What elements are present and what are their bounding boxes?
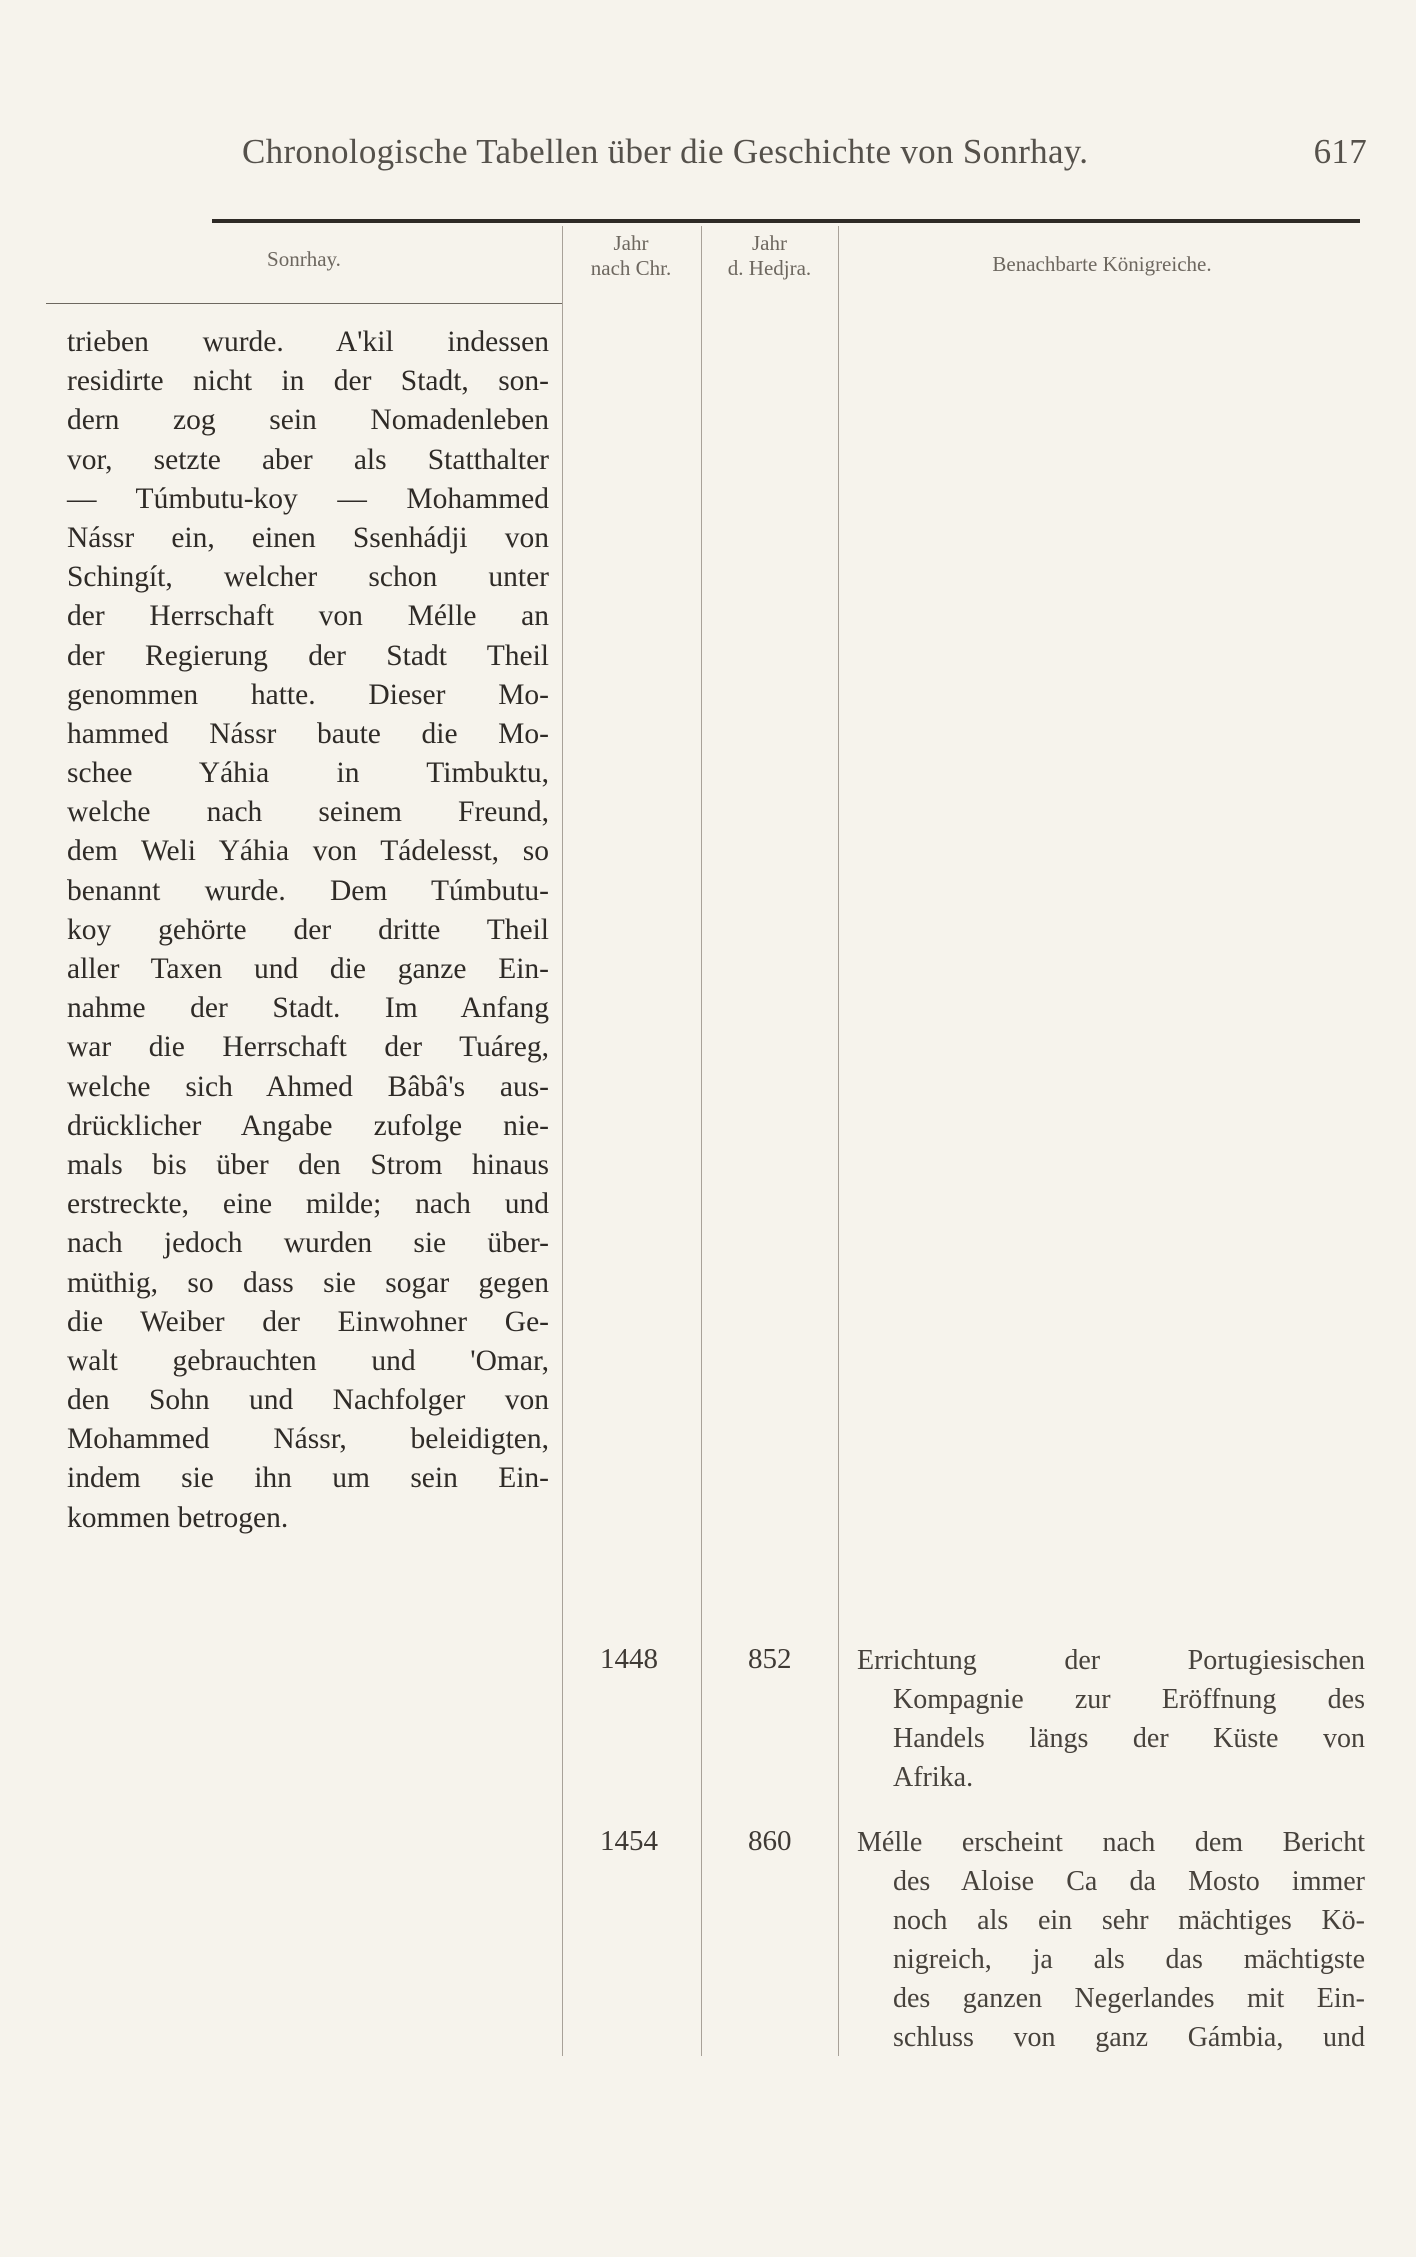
sonrhay-line: den Sohn und Nachfolger von <box>67 1384 549 1417</box>
entry-line: Afrika. <box>893 1762 974 1793</box>
sonrhay-line: die Weiber der Einwohner Ge- <box>67 1305 549 1338</box>
column-separator-1 <box>562 226 563 2056</box>
sonrhay-line: hammed Nássr baute die Mo- <box>67 717 549 750</box>
sonrhay-column-text <box>67 323 549 1538</box>
sonrhay-line: walt gebrauchten und 'Omar, <box>67 1344 549 1377</box>
sonrhay-line: war die Herrschaft der Tuáreg, <box>67 1031 549 1064</box>
entry-line: Kompagnie zur Eröffnung des <box>893 1684 1365 1715</box>
running-head-title: Chronologische Tabellen über die Geschichte von Sonrhay. <box>242 132 1089 171</box>
entry-line: Mélle erscheint nach dem Bericht <box>857 1827 1365 1858</box>
column-header-year-hedjra-line1: Jahr <box>752 231 787 255</box>
table-top-rule <box>212 219 1360 223</box>
entry-2-year-chr: 1454 <box>600 1825 658 1857</box>
sonrhay-line: aller Taxen und die ganze Ein- <box>67 953 549 985</box>
sonrhay-line: welche nach seinem Freund, <box>67 796 549 829</box>
column-header-year-hedjra <box>702 231 837 281</box>
sonrhay-line: nach jedoch wurden sie über- <box>67 1227 549 1260</box>
entry-line: Handels längs der Küste von <box>893 1723 1365 1754</box>
sonrhay-line: vor, setzte aber als Statthalter <box>67 443 549 476</box>
column-header-year-chr <box>562 231 700 281</box>
entry-line: noch als ein sehr mächtiges Kö- <box>893 1905 1365 1936</box>
sonrhay-line: dem Weli Yáhia von Tádelesst, so <box>67 835 549 868</box>
entry-line: schluss von ganz Gámbia, und <box>893 2022 1365 2053</box>
sonrhay-line: müthig, so dass sie sogar gegen <box>67 1266 549 1299</box>
sonrhay-line: schee Yáhia in Timbuktu, <box>67 757 549 790</box>
column-header-year-chr-line2: nach Chr. <box>590 256 672 280</box>
column-header-year-hedjra-line2: d. Hedjra. <box>727 256 812 280</box>
sonrhay-line: trieben wurde. A'kil indessen <box>67 326 549 358</box>
sonrhay-line: indem sie ihn um sein Ein- <box>67 1462 549 1495</box>
entry-1-text <box>857 1641 1365 1797</box>
column-header-sonrhay <box>46 247 562 272</box>
sonrhay-line: welche sich Ahmed Bâbâ's aus- <box>67 1070 549 1103</box>
sonrhay-line: benannt wurde. Dem Túmbutu- <box>67 874 549 907</box>
entry-2-year-hedjra: 860 <box>748 1825 792 1857</box>
entry-line: des ganzen Negerlandes mit Ein- <box>893 1983 1365 2014</box>
column-header-sonrhay-label: Sonrhay. <box>267 247 341 271</box>
sonrhay-line: erstreckte, eine milde; nach und <box>67 1188 549 1221</box>
page-number: 617 <box>1313 132 1367 171</box>
sonrhay-line: Schingít, welcher schon unter <box>67 561 549 594</box>
running-head <box>242 132 1367 182</box>
column-header-year-chr-line1: Jahr <box>613 231 649 255</box>
entry-line: nigreich, ja als das mächtigste <box>893 1944 1365 1975</box>
sonrhay-line: dern zog sein Nomadenleben <box>67 404 549 437</box>
sonrhay-line: nahme der Stadt. Im Anfang <box>67 992 549 1025</box>
sonrhay-line: Nássr ein, einen Ssenhádji von <box>67 521 549 554</box>
entry-line: Errichtung der Portugiesischen <box>857 1645 1365 1676</box>
entry-1-year-hedjra: 852 <box>748 1643 792 1675</box>
sonrhay-line: genommen hatte. Dieser Mo- <box>67 678 549 711</box>
column-separator-3 <box>838 226 839 2056</box>
entry-line: des Aloise Ca da Mosto immer <box>893 1866 1365 1897</box>
sonrhay-line: mals bis über den Strom hinaus <box>67 1148 549 1181</box>
sonrhay-line: residirte nicht in der Stadt, son- <box>67 365 549 398</box>
header-underline <box>46 303 562 304</box>
column-header-neighbors <box>838 252 1366 277</box>
sonrhay-line: kommen betrogen. <box>67 1501 289 1534</box>
entry-1-year-chr: 1448 <box>600 1643 658 1675</box>
column-separator-2 <box>701 226 702 2056</box>
sonrhay-line: — Túmbutu-koy — Mohammed <box>67 482 549 515</box>
sonrhay-line: Mohammed Nássr, beleidigten, <box>67 1423 549 1456</box>
sonrhay-line: koy gehörte der dritte Theil <box>67 913 549 946</box>
sonrhay-line: der Regierung der Stadt Theil <box>67 639 549 672</box>
column-header-neighbors-label: Benachbarte Königreiche. <box>992 252 1212 276</box>
sonrhay-line: der Herrschaft von Mélle an <box>67 600 549 633</box>
entry-2-text <box>857 1823 1365 2057</box>
sonrhay-line: drücklicher Angabe zufolge nie- <box>67 1109 549 1142</box>
